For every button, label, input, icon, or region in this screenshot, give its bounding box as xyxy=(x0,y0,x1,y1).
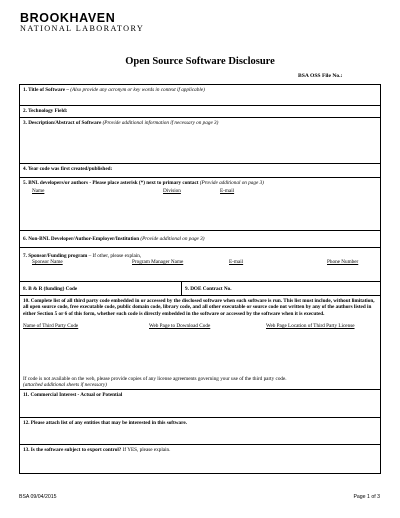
field-4-year[interactable] xyxy=(20,164,380,178)
field-13-label: 13. Is the software subject to export control? xyxy=(23,447,123,453)
field-5-note: (Provide additional on page 3) xyxy=(199,180,264,186)
field-12-interested-entities[interactable] xyxy=(20,418,380,445)
field-7-label: 7. Sponsor/Funding program xyxy=(23,253,88,259)
field-10-col-name: Name of Third Party Code xyxy=(23,323,79,329)
field-3-label: 3. Description/Abstract of Software xyxy=(23,120,103,126)
field-7-label-rest: – If other, please explain, xyxy=(87,253,142,259)
field-8-br-code[interactable] xyxy=(20,282,182,295)
field-11-commercial-interest[interactable] xyxy=(20,390,380,418)
field-3-description[interactable] xyxy=(20,118,380,164)
field-5-label: 5. BNL developers/or authors - Please place asterisk (*) next to primary contact xyxy=(23,180,200,186)
field-1-title[interactable] xyxy=(20,85,380,106)
field-1-note: (Also provide any acronym or key words in context if applicable) xyxy=(70,87,205,93)
field-1-label: 1. Title of Software – xyxy=(23,87,71,93)
field-3-note: (Provide additional information if necessary on page 3) xyxy=(102,120,219,126)
field-10-note-1: If code is not available on the web, please provide copies of any license agreements governing your use of the third party code. xyxy=(23,376,287,382)
field-10-label: 10. Complete list of all third party code embedded in or accessed by the disclosed software when such software is run. This list must include, without limitation, all open source code, free executable code, public domain code, library code, and all other executable or source code not written by any of the authors listed in either Section 5 or 6 of this form, whether such code is directly embedded in the software or accessed by the software when it is executed. xyxy=(23,298,375,317)
field-9-label: 9. DOE Contract No. xyxy=(185,286,232,292)
field-7-col-email: E-mail xyxy=(229,259,244,265)
logo-line-1: BROOKHAVEN xyxy=(20,11,116,25)
field-7-col-sponsor-name: Sponsor Name xyxy=(32,259,63,265)
field-11-label: 11. Commercial Interest - Actual or Potential xyxy=(23,392,123,398)
fields-8-9-row xyxy=(20,282,380,296)
field-6-non-bnl-developer[interactable] xyxy=(20,231,380,248)
field-5-col-division: Division xyxy=(163,188,181,194)
field-10-third-party-code[interactable] xyxy=(20,296,380,390)
disclosure-form xyxy=(19,84,381,474)
field-6-note: (Provide additional on page 3) xyxy=(140,236,205,242)
field-8-label: 8. B & R (funding) Code xyxy=(23,286,78,292)
footer-page-number: Page 1 of 3 xyxy=(353,494,380,500)
field-13-export-control[interactable] xyxy=(20,445,380,473)
field-5-col-name: Name xyxy=(32,188,45,194)
field-5-bnl-developers[interactable] xyxy=(20,178,380,231)
logo-line-2: NATIONAL LABORATORY xyxy=(20,24,145,33)
field-9-doe-contract[interactable] xyxy=(182,282,235,295)
field-7-col-phone: Phone Number xyxy=(327,259,359,265)
field-7-col-program-manager: Program Manager Name xyxy=(132,259,184,265)
field-12-label: 12. Please attach list of any entities that may be interested in this software. xyxy=(23,420,187,426)
field-10-col-license: Web Page Location of Third Party License xyxy=(266,323,355,329)
field-2-technology-field[interactable] xyxy=(20,106,380,118)
field-10-note-2: (attached additional sheets if necessary) xyxy=(23,382,107,388)
brookhaven-logo xyxy=(20,12,144,33)
page-title: Open Source Software Disclosure xyxy=(125,56,275,67)
footer-form-version: BSA 09/04/2015 xyxy=(19,494,57,500)
field-4-label: 4. Year code was first created/published: xyxy=(23,166,113,172)
oss-file-number-label: BSA OSS File No.: xyxy=(298,73,343,79)
field-2-label: 2. Technology Field: xyxy=(23,108,68,114)
field-13-label-rest: If YES, please explain. xyxy=(122,447,171,453)
field-5-col-email: E-mail xyxy=(220,188,235,194)
field-7-sponsor[interactable] xyxy=(20,248,380,282)
field-6-label: 6. Non-BNL Developer/Author-Employer/Institution xyxy=(23,236,141,242)
field-10-col-download: Web Page to Download Code xyxy=(149,323,211,329)
